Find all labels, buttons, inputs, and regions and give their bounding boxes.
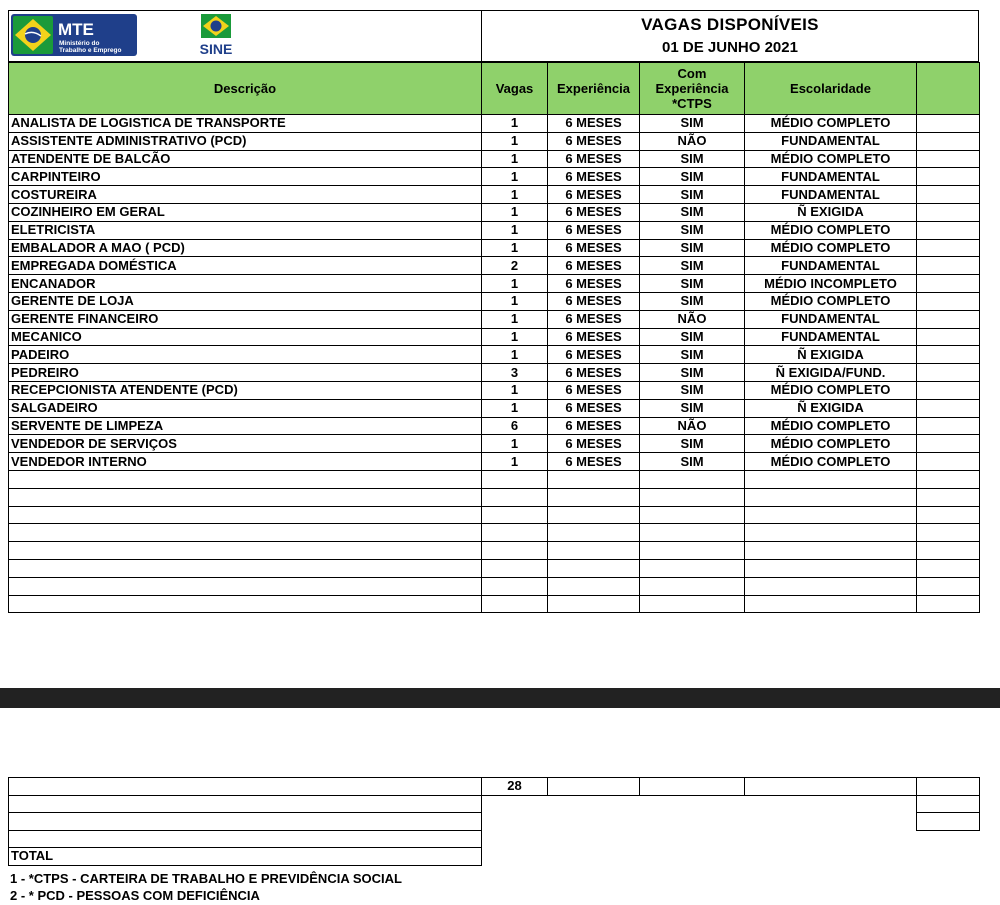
table-row (9, 168, 980, 186)
cell-extra (917, 275, 980, 293)
empty-cell (482, 559, 548, 577)
empty-cell (745, 559, 917, 577)
cell-descricao: SALGADEIRO (9, 399, 482, 417)
empty-cell (640, 559, 745, 577)
brazil-flag-icon (191, 13, 241, 41)
cell-experiencia: 6 MESES (548, 435, 640, 453)
cell-escolaridade: Ñ EXIGIDA (745, 203, 917, 221)
empty-cell (482, 506, 548, 524)
cell-ctps: SIM (640, 364, 745, 382)
cell-ctps: SIM (640, 328, 745, 346)
cell-vagas: 1 (482, 203, 548, 221)
table-row (9, 364, 980, 382)
cell-descricao: ATENDENTE DE BALCÃO (9, 150, 482, 168)
totals-cell (548, 778, 640, 796)
cell-extra (917, 150, 980, 168)
page-divider-bar (0, 688, 1000, 708)
col-header-com-exp-line3: *CTPS (672, 96, 712, 111)
cell-vagas: 1 (482, 168, 548, 186)
empty-cell (9, 559, 482, 577)
cell-extra (917, 168, 980, 186)
cell-vagas: 1 (482, 132, 548, 150)
table-row (9, 310, 980, 328)
table-row (9, 275, 980, 293)
empty-cell (917, 595, 980, 613)
totals-cell (917, 813, 980, 831)
cell-experiencia: 6 MESES (548, 381, 640, 399)
cell-vagas: 1 (482, 115, 548, 133)
cell-vagas: 1 (482, 381, 548, 399)
cell-experiencia: 6 MESES (548, 186, 640, 204)
empty-table-row (9, 524, 980, 542)
cell-descricao: ASSISTENTE ADMINISTRATIVO (PCD) (9, 132, 482, 150)
cell-ctps: NÃO (640, 310, 745, 328)
table-body (9, 115, 980, 613)
table-row (9, 257, 980, 275)
cell-ctps: NÃO (640, 132, 745, 150)
cell-experiencia: 6 MESES (548, 221, 640, 239)
footnote-pcd: 2 - * PCD - PESSOAS COM DEFICIÊNCIA (10, 888, 260, 903)
empty-cell (548, 595, 640, 613)
cell-escolaridade: MÉDIO COMPLETO (745, 417, 917, 435)
empty-cell (9, 595, 482, 613)
table-row (9, 203, 980, 221)
totals-cell (9, 830, 482, 848)
empty-cell (745, 577, 917, 595)
cell-experiencia: 6 MESES (548, 310, 640, 328)
cell-experiencia: 6 MESES (548, 132, 640, 150)
cell-experiencia: 6 MESES (548, 417, 640, 435)
empty-cell (9, 488, 482, 506)
mte-logo-name: MTE (58, 20, 94, 39)
cell-escolaridade: FUNDAMENTAL (745, 310, 917, 328)
totals-spacer (482, 813, 548, 831)
cell-descricao: CARPINTEIRO (9, 168, 482, 186)
cell-extra (917, 203, 980, 221)
empty-cell (745, 542, 917, 560)
col-header-com-exp-line2: Experiência (655, 81, 729, 96)
cell-descricao: PEDREIRO (9, 364, 482, 382)
cell-extra (917, 257, 980, 275)
cell-descricao: ELETRICISTA (9, 221, 482, 239)
document-header (8, 10, 979, 62)
cell-extra (917, 435, 980, 453)
empty-cell (548, 577, 640, 595)
cell-vagas: 1 (482, 453, 548, 471)
totals-spacer (640, 813, 745, 831)
cell-extra (917, 115, 980, 133)
empty-cell (917, 559, 980, 577)
cell-extra (917, 364, 980, 382)
empty-cell (482, 524, 548, 542)
totals-spacer (482, 848, 980, 866)
page-date: 01 DE JUNHO 2021 (662, 39, 798, 56)
cell-escolaridade: MÉDIO COMPLETO (745, 115, 917, 133)
empty-table-row (9, 559, 980, 577)
totals-spacer (548, 813, 640, 831)
cell-ctps: SIM (640, 435, 745, 453)
totals-row-1 (9, 778, 980, 796)
totals-row-5 (9, 848, 980, 866)
totals-spacer (640, 795, 745, 813)
cell-ctps: SIM (640, 275, 745, 293)
table-header-row (9, 63, 980, 115)
empty-cell (917, 524, 980, 542)
cell-ctps: SIM (640, 115, 745, 133)
cell-vagas: 1 (482, 275, 548, 293)
cell-extra (917, 310, 980, 328)
cell-escolaridade: FUNDAMENTAL (745, 168, 917, 186)
empty-cell (482, 488, 548, 506)
empty-cell (745, 488, 917, 506)
table-row (9, 292, 980, 310)
empty-cell (640, 470, 745, 488)
cell-ctps: SIM (640, 399, 745, 417)
totals-table (8, 777, 980, 866)
empty-cell (745, 524, 917, 542)
cell-extra (917, 186, 980, 204)
empty-cell (917, 488, 980, 506)
cell-escolaridade: MÉDIO COMPLETO (745, 292, 917, 310)
totals-cell (9, 795, 482, 813)
totals-spacer (745, 813, 917, 831)
table-row (9, 328, 980, 346)
empty-cell (640, 577, 745, 595)
empty-cell (640, 488, 745, 506)
empty-cell (745, 470, 917, 488)
col-header-vagas: Vagas (482, 63, 548, 115)
empty-table-row (9, 470, 980, 488)
cell-extra (917, 417, 980, 435)
empty-cell (9, 524, 482, 542)
cell-escolaridade: MÉDIO COMPLETO (745, 381, 917, 399)
empty-cell (745, 506, 917, 524)
cell-experiencia: 6 MESES (548, 203, 640, 221)
cell-descricao: PADEIRO (9, 346, 482, 364)
empty-table-row (9, 595, 980, 613)
cell-ctps: SIM (640, 346, 745, 364)
cell-vagas: 2 (482, 257, 548, 275)
col-header-com-experiencia (640, 63, 745, 115)
table-row (9, 435, 980, 453)
cell-extra (917, 399, 980, 417)
logos-area (9, 11, 482, 61)
cell-experiencia: 6 MESES (548, 150, 640, 168)
totals-row-4 (9, 830, 980, 848)
cell-ctps: SIM (640, 239, 745, 257)
col-header-extra (917, 63, 980, 115)
empty-cell (482, 595, 548, 613)
cell-descricao: RECEPCIONISTA ATENDENTE (PCD) (9, 381, 482, 399)
cell-ctps: SIM (640, 203, 745, 221)
total-label: TOTAL (9, 848, 482, 866)
totals-cell (9, 778, 482, 796)
cell-ctps: NÃO (640, 417, 745, 435)
table-row (9, 453, 980, 471)
empty-cell (745, 595, 917, 613)
mte-logo-subtitle-1: Ministério do (59, 40, 100, 47)
table-row (9, 221, 980, 239)
mte-logo (11, 14, 137, 56)
table-row (9, 399, 980, 417)
empty-cell (917, 470, 980, 488)
cell-escolaridade: MÉDIO COMPLETO (745, 435, 917, 453)
cell-vagas: 1 (482, 310, 548, 328)
totals-spacer (482, 795, 548, 813)
cell-vagas: 1 (482, 239, 548, 257)
cell-escolaridade: MÉDIO COMPLETO (745, 239, 917, 257)
footnote-ctps: 1 - *CTPS - CARTEIRA DE TRABALHO E PREVIDÊNCIA SOCIAL (10, 871, 402, 886)
table-row (9, 132, 980, 150)
col-header-escolaridade: Escolaridade (745, 63, 917, 115)
cell-descricao: VENDEDOR INTERNO (9, 453, 482, 471)
cell-escolaridade: FUNDAMENTAL (745, 132, 917, 150)
cell-vagas: 1 (482, 399, 548, 417)
totals-row-2 (9, 795, 980, 813)
vacancies-table (8, 62, 980, 613)
cell-ctps: SIM (640, 186, 745, 204)
cell-experiencia: 6 MESES (548, 328, 640, 346)
cell-ctps: SIM (640, 150, 745, 168)
cell-extra (917, 292, 980, 310)
cell-descricao: EMBALADOR A MAO ( PCD) (9, 239, 482, 257)
empty-cell (9, 470, 482, 488)
cell-experiencia: 6 MESES (548, 168, 640, 186)
empty-table-row (9, 506, 980, 524)
cell-experiencia: 6 MESES (548, 257, 640, 275)
title-area (482, 11, 978, 61)
cell-experiencia: 6 MESES (548, 239, 640, 257)
totals-spacer (548, 795, 640, 813)
totals-cell (9, 813, 482, 831)
cell-experiencia: 6 MESES (548, 453, 640, 471)
empty-cell (9, 542, 482, 560)
empty-cell (548, 559, 640, 577)
cell-vagas: 1 (482, 435, 548, 453)
empty-cell (9, 577, 482, 595)
table-row (9, 150, 980, 168)
empty-cell (917, 542, 980, 560)
empty-table-row (9, 577, 980, 595)
totals-cell (745, 778, 917, 796)
footnotes (10, 870, 402, 904)
cell-escolaridade: FUNDAMENTAL (745, 186, 917, 204)
sine-logo (191, 13, 241, 61)
cell-ctps: SIM (640, 292, 745, 310)
cell-vagas: 1 (482, 292, 548, 310)
cell-ctps: SIM (640, 453, 745, 471)
empty-cell (482, 470, 548, 488)
cell-escolaridade: MÉDIO COMPLETO (745, 221, 917, 239)
table-row (9, 239, 980, 257)
empty-cell (482, 542, 548, 560)
cell-descricao: SERVENTE DE LIMPEZA (9, 417, 482, 435)
empty-cell (640, 524, 745, 542)
total-vagas: 28 (482, 778, 548, 796)
col-header-com-exp-line1: Com (677, 66, 707, 81)
cell-vagas: 1 (482, 150, 548, 168)
empty-cell (917, 577, 980, 595)
cell-vagas: 6 (482, 417, 548, 435)
cell-escolaridade: Ñ EXIGIDA (745, 399, 917, 417)
totals-cell (640, 778, 745, 796)
table-row (9, 381, 980, 399)
cell-extra (917, 239, 980, 257)
cell-descricao: VENDEDOR DE SERVIÇOS (9, 435, 482, 453)
cell-experiencia: 6 MESES (548, 115, 640, 133)
cell-vagas: 1 (482, 328, 548, 346)
cell-descricao: MECANICO (9, 328, 482, 346)
cell-ctps: SIM (640, 221, 745, 239)
cell-descricao: ENCANADOR (9, 275, 482, 293)
cell-escolaridade: Ñ EXIGIDA/FUND. (745, 364, 917, 382)
cell-experiencia: 6 MESES (548, 346, 640, 364)
cell-experiencia: 6 MESES (548, 399, 640, 417)
cell-descricao: GERENTE DE LOJA (9, 292, 482, 310)
totals-row-3 (9, 813, 980, 831)
empty-cell (548, 470, 640, 488)
totals-cell (917, 778, 980, 796)
empty-cell (917, 506, 980, 524)
cell-descricao: COSTUREIRA (9, 186, 482, 204)
cell-vagas: 1 (482, 346, 548, 364)
cell-ctps: SIM (640, 381, 745, 399)
empty-cell (548, 524, 640, 542)
empty-cell (482, 577, 548, 595)
table-row (9, 346, 980, 364)
cell-extra (917, 132, 980, 150)
cell-extra (917, 381, 980, 399)
cell-escolaridade: MÉDIO COMPLETO (745, 150, 917, 168)
cell-experiencia: 6 MESES (548, 292, 640, 310)
cell-escolaridade: Ñ EXIGIDA (745, 346, 917, 364)
cell-extra (917, 453, 980, 471)
table-row (9, 115, 980, 133)
cell-ctps: SIM (640, 168, 745, 186)
cell-descricao: GERENTE FINANCEIRO (9, 310, 482, 328)
empty-cell (640, 506, 745, 524)
empty-cell (640, 542, 745, 560)
cell-ctps: SIM (640, 257, 745, 275)
cell-escolaridade: MÉDIO COMPLETO (745, 453, 917, 471)
empty-cell (548, 488, 640, 506)
empty-cell (548, 506, 640, 524)
cell-escolaridade: FUNDAMENTAL (745, 328, 917, 346)
sine-logo-text: SINE (199, 41, 233, 57)
cell-vagas: 1 (482, 186, 548, 204)
cell-vagas: 3 (482, 364, 548, 382)
empty-cell (640, 595, 745, 613)
mte-logo-subtitle-2: Trabalho e Emprego (59, 47, 122, 54)
cell-extra (917, 346, 980, 364)
cell-experiencia: 6 MESES (548, 364, 640, 382)
page-title: VAGAS DISPONÍVEIS (641, 15, 819, 34)
totals-cell (917, 795, 980, 813)
empty-cell (548, 542, 640, 560)
empty-cell (9, 506, 482, 524)
table-row (9, 186, 980, 204)
col-header-experiencia: Experiência (548, 63, 640, 115)
cell-extra (917, 221, 980, 239)
cell-experiencia: 6 MESES (548, 275, 640, 293)
cell-escolaridade: MÉDIO INCOMPLETO (745, 275, 917, 293)
cell-descricao: ANALISTA DE LOGISTICA DE TRANSPORTE (9, 115, 482, 133)
cell-descricao: EMPREGADA DOMÉSTICA (9, 257, 482, 275)
empty-table-row (9, 488, 980, 506)
cell-vagas: 1 (482, 221, 548, 239)
col-header-descricao: Descrição (9, 63, 482, 115)
empty-table-row (9, 542, 980, 560)
totals-spacer (745, 795, 917, 813)
cell-descricao: COZINHEIRO EM GERAL (9, 203, 482, 221)
table-row (9, 417, 980, 435)
cell-extra (917, 328, 980, 346)
totals-spacer (482, 830, 980, 848)
cell-escolaridade: FUNDAMENTAL (745, 257, 917, 275)
